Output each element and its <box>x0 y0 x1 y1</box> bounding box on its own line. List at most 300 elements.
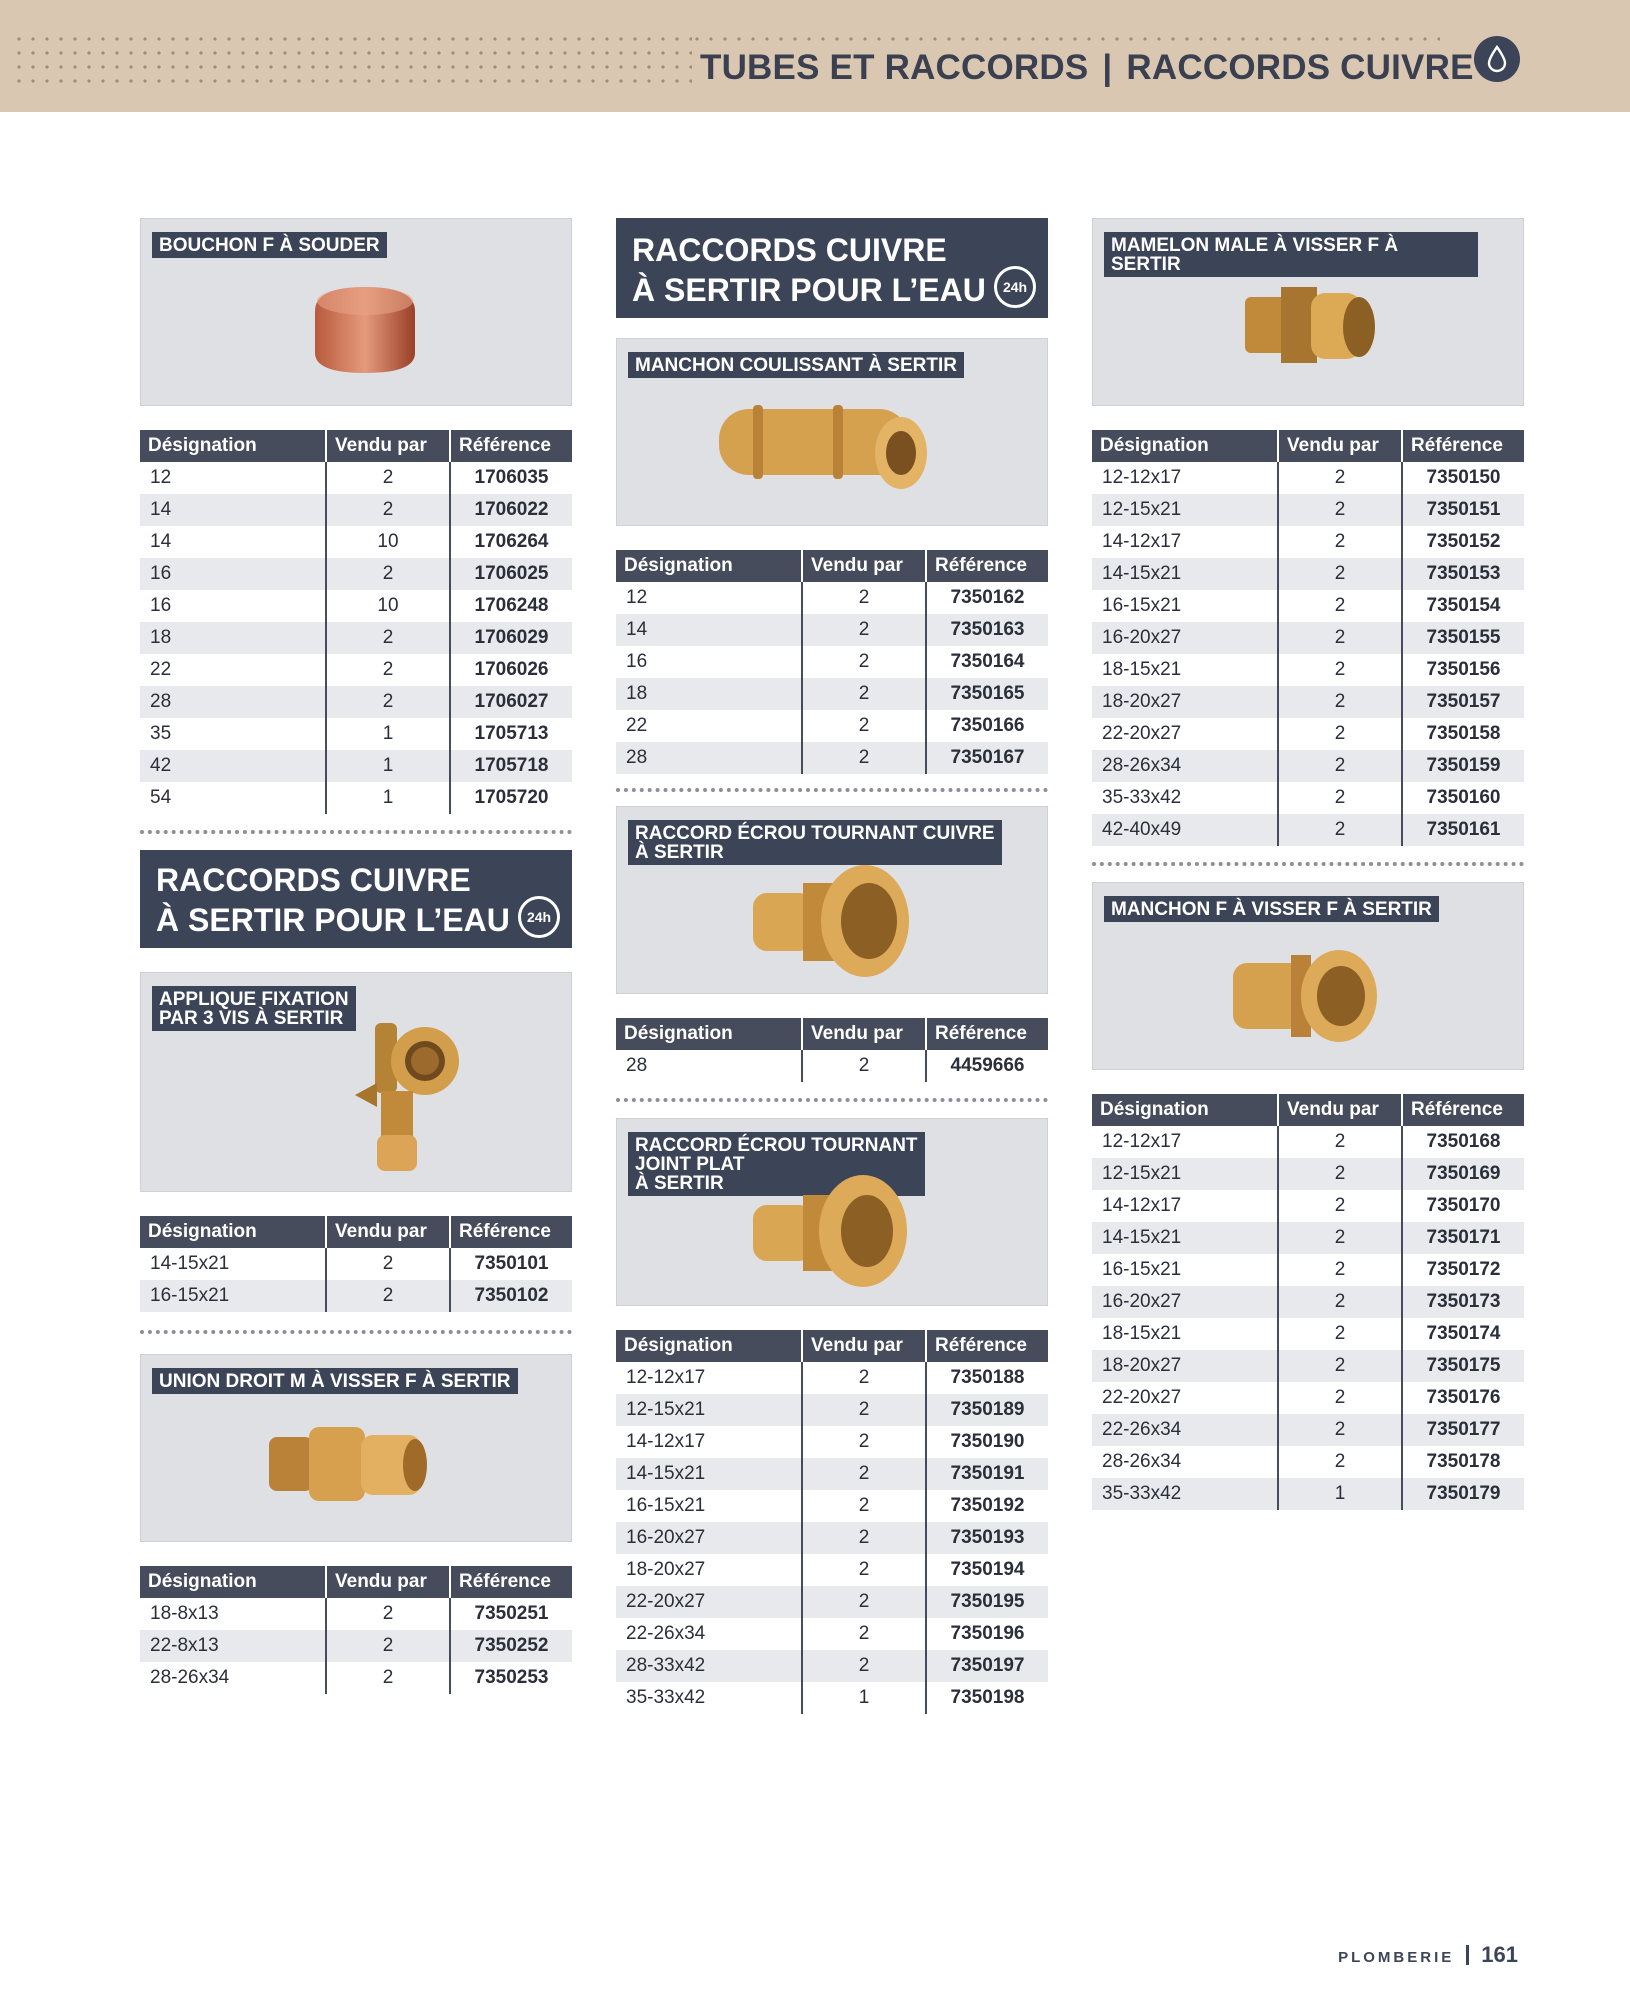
cell-vendu-par: 2 <box>326 686 450 718</box>
col-designation: Désignation <box>616 1018 802 1050</box>
table-row <box>616 1618 1048 1650</box>
product-title-line3: À SERTIR <box>635 1173 724 1194</box>
cell-vendu-par: 1 <box>326 718 450 750</box>
table-row <box>140 1662 572 1694</box>
copper-cap-image <box>307 281 427 381</box>
table-row <box>1092 462 1524 494</box>
cell-vendu-par: 2 <box>326 654 450 686</box>
cell-reference: 7350196 <box>950 1623 1025 1644</box>
cell-vendu-par: 2 <box>1278 1350 1402 1382</box>
title-section: TUBES ET RACCORDS <box>700 48 1089 87</box>
swivel-nut-fitting-image <box>747 855 917 985</box>
cell-reference: 4459666 <box>950 1055 1025 1076</box>
cell-reference: 7350165 <box>926 678 1048 710</box>
delivery-24h-badge: 24h <box>518 896 560 938</box>
cell-reference: 7350169 <box>1402 1158 1524 1190</box>
column-right <box>1092 218 1524 1510</box>
cell-designation: 14-15x21 <box>140 1248 326 1280</box>
page-number: 161 <box>1481 1942 1518 1967</box>
table-row <box>1092 814 1524 846</box>
cell-vendu-par: 2 <box>802 646 926 678</box>
table-row <box>140 558 572 590</box>
cell-vendu-par: 2 <box>1278 750 1402 782</box>
ecrou-joint-table <box>616 1330 1048 1714</box>
cell-designation: 14-12x17 <box>1092 1190 1278 1222</box>
product-title-line1: RACCORD ÉCROU TOURNANT CUIVRE <box>635 823 995 844</box>
cell-designation: 12-12x17 <box>1092 462 1278 494</box>
cell-reference: 7350167 <box>926 742 1048 774</box>
cell-reference: 1706025 <box>450 558 572 590</box>
cell-reference: 7350164 <box>950 651 1025 672</box>
table-row <box>140 782 572 814</box>
cell-vendu-par: 2 <box>802 710 926 742</box>
cell-designation: 14 <box>140 494 326 526</box>
cell-reference: 1705720 <box>474 787 549 808</box>
cell-reference: 1706029 <box>450 622 572 654</box>
cell-designation: 16-15x21 <box>1092 590 1278 622</box>
table-row <box>616 1682 1048 1714</box>
table-row <box>1092 1478 1524 1510</box>
table-row <box>1092 718 1524 750</box>
cell-reference: 7350179 <box>1402 1478 1524 1510</box>
cell-reference: 7350102 <box>450 1280 572 1312</box>
cell-vendu-par: 2 <box>802 742 926 774</box>
cell-vendu-par: 2 <box>1278 782 1402 814</box>
footer-separator <box>1466 1945 1469 1965</box>
cell-vendu-par: 2 <box>802 1362 926 1394</box>
cell-vendu-par: 2 <box>802 1490 926 1522</box>
col-reference: Référence <box>1402 430 1524 462</box>
cell-designation: 18-15x21 <box>1092 654 1278 686</box>
cell-designation: 28 <box>616 1050 802 1082</box>
cell-reference: 7350160 <box>1426 787 1501 808</box>
cell-vendu-par: 2 <box>1278 686 1402 718</box>
table-row <box>140 526 572 558</box>
header-dot-pattern-top <box>690 32 1440 44</box>
col-designation: Désignation <box>1092 1094 1278 1126</box>
cell-vendu-par: 2 <box>1278 1414 1402 1446</box>
table-row <box>616 1458 1048 1490</box>
cell-vendu-par: 2 <box>1278 814 1402 846</box>
table-row <box>140 750 572 782</box>
cell-reference: 7350197 <box>926 1650 1048 1682</box>
table-row <box>140 1630 572 1662</box>
sliding-coupling-image <box>713 395 933 505</box>
column-left <box>140 218 572 1694</box>
product-title: UNION DROIT M À VISSER F À SERTIR <box>152 1368 518 1394</box>
table-row <box>1092 1190 1524 1222</box>
title-separator: | <box>1102 48 1113 87</box>
col-designation: Désignation <box>140 1216 326 1248</box>
cell-designation: 28-26x34 <box>140 1662 326 1694</box>
product-title: BOUCHON F À SOUDER <box>152 232 387 258</box>
col-vendu-par: Vendu par <box>802 1330 926 1362</box>
table-row <box>140 590 572 622</box>
col-reference: Référence <box>450 1566 572 1598</box>
category-title-line2: À SERTIR POUR L’EAU <box>632 272 986 308</box>
cell-reference: 7350154 <box>1426 595 1501 616</box>
product-title-line2: JOINT PLAT <box>635 1154 745 1175</box>
cell-designation: 28-26x34 <box>1092 1446 1278 1478</box>
cell-designation: 35-33x42 <box>1092 782 1278 814</box>
cell-designation: 18-20x27 <box>616 1554 802 1586</box>
cell-vendu-par: 2 <box>802 1050 926 1082</box>
cell-designation: 16-15x21 <box>140 1280 326 1312</box>
cell-reference: 1706248 <box>474 595 549 616</box>
applique-table <box>140 1216 572 1312</box>
col-vendu-par: Vendu par <box>802 1018 926 1050</box>
cell-designation: 16 <box>616 646 802 678</box>
union-table <box>140 1566 572 1694</box>
cell-reference: 7350190 <box>950 1431 1025 1452</box>
table-row <box>616 1362 1048 1394</box>
manchon-visser-table <box>1092 1094 1524 1510</box>
cell-designation: 18 <box>616 678 802 710</box>
cell-designation: 14-15x21 <box>616 1458 802 1490</box>
cell-designation: 16-15x21 <box>616 1490 802 1522</box>
product-title: MANCHON COULISSANT À SERTIR <box>628 352 964 378</box>
table-row <box>1092 590 1524 622</box>
cell-designation: 42 <box>140 750 326 782</box>
page-header <box>0 0 1630 112</box>
cell-vendu-par: 2 <box>1278 654 1402 686</box>
cell-designation: 18-20x27 <box>1092 1350 1278 1382</box>
cell-designation: 12-12x17 <box>616 1362 802 1394</box>
cell-reference: 1706035 <box>474 467 549 488</box>
col-vendu-par: Vendu par <box>802 550 926 582</box>
table-row <box>140 1280 572 1312</box>
cell-vendu-par: 2 <box>1278 1126 1402 1158</box>
cell-reference: 7350161 <box>1402 814 1524 846</box>
table-row <box>616 614 1048 646</box>
col-reference: Référence <box>926 1018 1048 1050</box>
table-row <box>1092 1254 1524 1286</box>
table-row <box>616 1554 1048 1586</box>
cell-reference: 7350158 <box>1426 723 1501 744</box>
product-card-bouchon <box>140 218 572 406</box>
section-divider <box>1092 862 1524 866</box>
cell-reference: 1706264 <box>474 531 549 552</box>
cell-vendu-par: 2 <box>326 494 450 526</box>
female-coupling-image <box>1229 941 1389 1051</box>
cell-designation: 16-15x21 <box>1092 1254 1278 1286</box>
table-row <box>1092 1222 1524 1254</box>
cell-designation: 28-33x42 <box>616 1650 802 1682</box>
product-title-line2: À SERTIR <box>635 842 724 863</box>
cell-designation: 16 <box>140 590 326 622</box>
table-row <box>616 1490 1048 1522</box>
product-card-mamelon <box>1092 218 1524 406</box>
cell-reference: 7350174 <box>1426 1323 1501 1344</box>
cell-reference: 7350162 <box>950 587 1025 608</box>
cell-reference: 7350193 <box>926 1522 1048 1554</box>
cell-vendu-par: 2 <box>1278 1318 1402 1350</box>
cell-vendu-par: 2 <box>802 1650 926 1682</box>
table-row <box>1092 1446 1524 1478</box>
product-title <box>152 986 356 1031</box>
cell-vendu-par: 2 <box>802 1458 926 1490</box>
col-vendu-par: Vendu par <box>1278 1094 1402 1126</box>
table-row <box>1092 558 1524 590</box>
table-row <box>140 494 572 526</box>
cell-designation: 14-12x17 <box>616 1426 802 1458</box>
title-subsection: RACCORDS CUIVRE <box>1126 48 1474 87</box>
col-vendu-par: Vendu par <box>326 430 450 462</box>
cell-reference: 7350172 <box>1426 1259 1501 1280</box>
cell-reference: 7350152 <box>1426 531 1501 552</box>
cell-reference: 7350175 <box>1402 1350 1524 1382</box>
cell-reference: 7350253 <box>474 1667 549 1688</box>
cell-designation: 28 <box>616 742 802 774</box>
cell-vendu-par: 1 <box>326 750 450 782</box>
cell-designation: 35-33x42 <box>616 1682 802 1714</box>
cell-reference: 7350156 <box>1426 659 1501 680</box>
table-row <box>616 678 1048 710</box>
cell-vendu-par: 2 <box>1278 1222 1402 1254</box>
product-card-union <box>140 1354 572 1542</box>
category-title-line2: À SERTIR POUR L’EAU <box>156 902 510 938</box>
cell-reference: 7350155 <box>1402 622 1524 654</box>
cell-vendu-par: 2 <box>1278 526 1402 558</box>
table-row <box>616 646 1048 678</box>
table-row <box>1092 1286 1524 1318</box>
cell-designation: 28-26x34 <box>1092 750 1278 782</box>
cell-vendu-par: 2 <box>326 622 450 654</box>
cell-designation: 14-12x17 <box>1092 526 1278 558</box>
cell-vendu-par: 2 <box>802 678 926 710</box>
cell-vendu-par: 2 <box>326 1280 450 1312</box>
cell-vendu-par: 1 <box>326 782 450 814</box>
table-row <box>1092 1158 1524 1190</box>
union-fitting-image <box>265 1413 435 1523</box>
cell-designation: 14 <box>616 614 802 646</box>
table-row <box>1092 1318 1524 1350</box>
cell-vendu-par: 1 <box>1278 1478 1402 1510</box>
col-reference: Référence <box>926 550 1048 582</box>
cell-vendu-par: 2 <box>326 1248 450 1280</box>
cell-designation: 12 <box>616 582 802 614</box>
table-row <box>1092 494 1524 526</box>
table-row <box>140 1248 572 1280</box>
cell-designation: 35-33x42 <box>1092 1478 1278 1510</box>
cell-vendu-par: 1 <box>802 1682 926 1714</box>
table-row <box>616 710 1048 742</box>
table-row <box>1092 1350 1524 1382</box>
cell-designation: 18 <box>140 622 326 654</box>
cell-reference: 7350178 <box>1426 1451 1501 1472</box>
cell-vendu-par: 2 <box>1278 718 1402 750</box>
table-row <box>616 1522 1048 1554</box>
table-row <box>140 1598 572 1630</box>
ecrou-cuivre-table <box>616 1018 1048 1082</box>
cell-vendu-par: 2 <box>326 1598 450 1630</box>
col-designation: Désignation <box>616 1330 802 1362</box>
cell-vendu-par: 2 <box>802 1426 926 1458</box>
wall-plate-fitting-image <box>341 1003 471 1183</box>
table-row <box>1092 1126 1524 1158</box>
table-row <box>140 654 572 686</box>
cell-designation: 14-15x21 <box>1092 1222 1278 1254</box>
cell-designation: 12-15x21 <box>1092 1158 1278 1190</box>
cell-designation: 12-15x21 <box>616 1394 802 1426</box>
cell-vendu-par: 2 <box>1278 1190 1402 1222</box>
footer-section: PLOMBERIE <box>1338 1949 1455 1966</box>
table-row <box>1092 782 1524 814</box>
cell-designation: 16-20x27 <box>1092 622 1278 654</box>
cell-designation: 22-26x34 <box>1092 1414 1278 1446</box>
product-title-line1: RACCORD ÉCROU TOURNANT <box>635 1135 918 1156</box>
cell-vendu-par: 2 <box>326 558 450 590</box>
cell-vendu-par: 2 <box>1278 494 1402 526</box>
manchon-coulissant-table <box>616 550 1048 774</box>
cell-reference: 7350163 <box>926 614 1048 646</box>
cell-vendu-par: 2 <box>1278 558 1402 590</box>
table-row <box>616 1394 1048 1426</box>
category-banner <box>140 850 572 948</box>
table-row <box>1092 750 1524 782</box>
col-designation: Désignation <box>616 550 802 582</box>
cell-designation: 18-15x21 <box>1092 1318 1278 1350</box>
cell-vendu-par: 2 <box>802 1554 926 1586</box>
cell-designation: 18-20x27 <box>1092 686 1278 718</box>
product-card-applique <box>140 972 572 1192</box>
mamelon-table <box>1092 430 1524 846</box>
cell-vendu-par: 2 <box>1278 1382 1402 1414</box>
category-banner <box>616 218 1048 318</box>
header-dot-pattern <box>12 32 692 84</box>
section-divider <box>140 830 572 834</box>
col-reference: Référence <box>1402 1094 1524 1126</box>
cell-vendu-par: 2 <box>802 1394 926 1426</box>
cell-designation: 54 <box>140 782 326 814</box>
cell-designation: 28 <box>140 686 326 718</box>
cell-vendu-par: 2 <box>1278 590 1402 622</box>
cell-vendu-par: 10 <box>326 526 450 558</box>
cell-reference: 7350251 <box>474 1603 549 1624</box>
cell-designation: 22-26x34 <box>616 1618 802 1650</box>
col-reference: Référence <box>926 1330 1048 1362</box>
cell-vendu-par: 2 <box>326 462 450 494</box>
cell-vendu-par: 2 <box>1278 1254 1402 1286</box>
cell-designation: 16 <box>140 558 326 590</box>
cell-reference: 7350101 <box>474 1253 549 1274</box>
table-row <box>616 1050 1048 1082</box>
cell-designation: 14-15x21 <box>1092 558 1278 590</box>
col-designation: Désignation <box>1092 430 1278 462</box>
col-designation: Désignation <box>140 430 326 462</box>
table-row <box>616 1650 1048 1682</box>
col-designation: Désignation <box>140 1566 326 1598</box>
cell-reference: 7350177 <box>1402 1414 1524 1446</box>
col-vendu-par: Vendu par <box>326 1566 450 1598</box>
cell-vendu-par: 2 <box>802 1618 926 1650</box>
column-middle <box>616 218 1048 1714</box>
section-divider <box>140 1330 572 1334</box>
category-title-line1: RACCORDS CUIVRE <box>632 232 947 268</box>
cell-designation: 22 <box>140 654 326 686</box>
product-title-line2: PAR 3 VIS À SERTIR <box>159 1008 344 1029</box>
cell-designation: 22 <box>616 710 802 742</box>
cell-reference: 7350195 <box>926 1586 1048 1618</box>
table-row <box>1092 622 1524 654</box>
product-card-ecrou-cuivre <box>616 806 1048 994</box>
table-row <box>140 718 572 750</box>
section-divider <box>616 1098 1048 1102</box>
cell-reference: 7350191 <box>926 1458 1048 1490</box>
table-row <box>140 622 572 654</box>
col-reference: Référence <box>450 430 572 462</box>
product-card-manchon-visser <box>1092 882 1524 1070</box>
cell-vendu-par: 2 <box>802 614 926 646</box>
table-row <box>1092 1382 1524 1414</box>
cell-reference: 1705713 <box>474 723 549 744</box>
section-divider <box>616 788 1048 792</box>
cell-designation: 35 <box>140 718 326 750</box>
cell-reference: 7350168 <box>1426 1131 1501 1152</box>
cell-vendu-par: 2 <box>1278 1286 1402 1318</box>
delivery-24h-badge: 24h <box>994 266 1036 308</box>
product-card-ecrou-joint <box>616 1118 1048 1306</box>
cell-designation: 22-8x13 <box>140 1630 326 1662</box>
cell-reference: 7350150 <box>1426 467 1501 488</box>
table-row <box>616 1426 1048 1458</box>
cell-vendu-par: 2 <box>1278 462 1402 494</box>
bouchon-table <box>140 430 572 814</box>
cell-designation: 14 <box>140 526 326 558</box>
table-row <box>616 582 1048 614</box>
cell-vendu-par: 2 <box>802 1586 926 1618</box>
cell-vendu-par: 2 <box>802 582 926 614</box>
cell-reference: 7350171 <box>1402 1222 1524 1254</box>
product-card-manchon-coulissant <box>616 338 1048 526</box>
cell-vendu-par: 2 <box>326 1630 450 1662</box>
cell-vendu-par: 2 <box>1278 1158 1402 1190</box>
cell-reference: 7350176 <box>1426 1387 1501 1408</box>
product-title: MANCHON F À VISSER F À SERTIR <box>1104 896 1439 922</box>
water-drop-icon <box>1474 36 1520 82</box>
cell-designation: 22-20x27 <box>1092 718 1278 750</box>
product-title: MAMELON MALE À VISSER F À SERTIR <box>1104 232 1478 277</box>
table-row <box>616 1586 1048 1618</box>
cell-designation: 22-20x27 <box>616 1586 802 1618</box>
col-reference: Référence <box>450 1216 572 1248</box>
col-vendu-par: Vendu par <box>326 1216 450 1248</box>
cell-reference: 1705718 <box>450 750 572 782</box>
product-title-line1: APPLIQUE FIXATION <box>159 989 349 1010</box>
cell-vendu-par: 10 <box>326 590 450 622</box>
table-row <box>1092 526 1524 558</box>
cell-vendu-par: 2 <box>326 1662 450 1694</box>
table-row <box>140 462 572 494</box>
flat-gasket-fitting-image <box>747 1165 917 1295</box>
cell-designation: 12 <box>140 462 326 494</box>
cell-vendu-par: 2 <box>1278 622 1402 654</box>
category-title-line1: RACCORDS CUIVRE <box>156 862 471 898</box>
cell-reference: 7350173 <box>1402 1286 1524 1318</box>
cell-reference: 7350188 <box>950 1367 1025 1388</box>
cell-designation: 12-12x17 <box>1092 1126 1278 1158</box>
cell-designation: 16-20x27 <box>1092 1286 1278 1318</box>
cell-reference: 1706026 <box>474 659 549 680</box>
cell-designation: 42-40x49 <box>1092 814 1278 846</box>
cell-vendu-par: 2 <box>1278 1446 1402 1478</box>
cell-reference: 7350189 <box>926 1394 1048 1426</box>
cell-reference: 7350153 <box>1402 558 1524 590</box>
table-row <box>1092 686 1524 718</box>
cell-designation: 22-20x27 <box>1092 1382 1278 1414</box>
col-vendu-par: Vendu par <box>1278 430 1402 462</box>
cell-reference: 7350159 <box>1402 750 1524 782</box>
